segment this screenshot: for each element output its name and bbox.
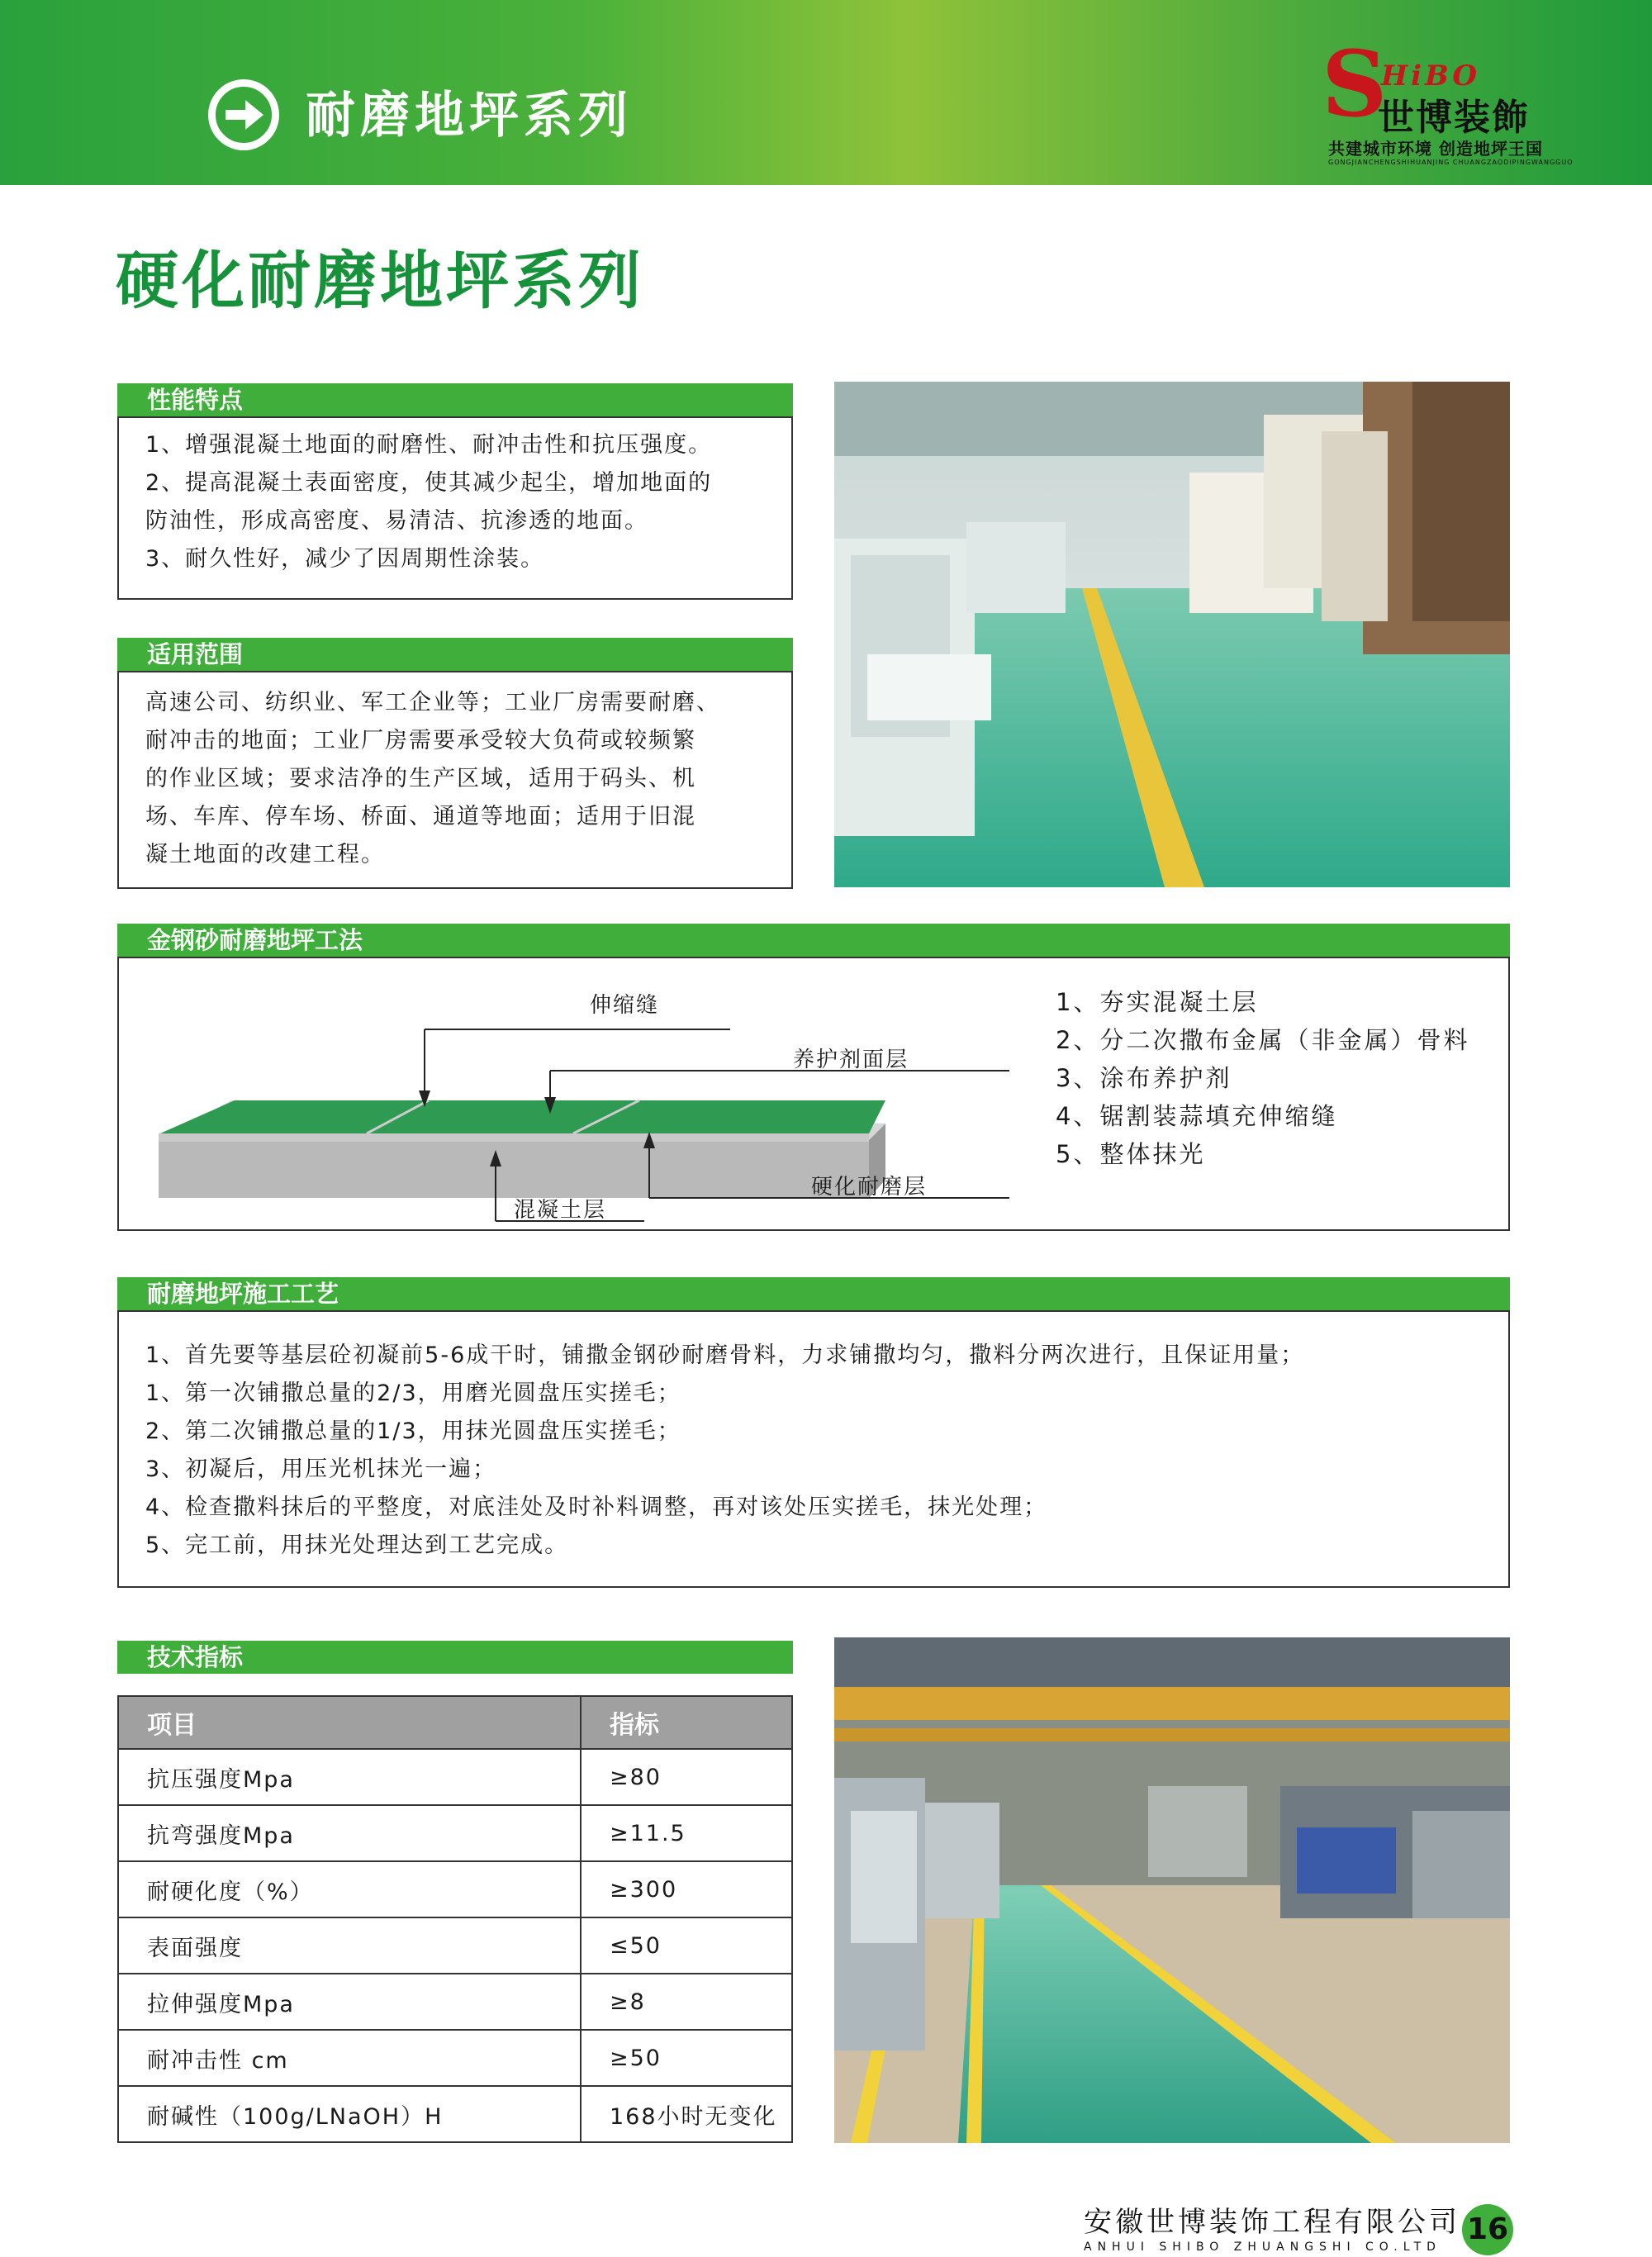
label-curing-layer: 养护剂面层 <box>793 1048 909 1072</box>
process-line: 3、初凝后，用压光机抹光一遍； <box>145 1456 497 1482</box>
method-step: 5、整体抹光 <box>1056 1140 1206 1168</box>
process-line: 2、第二次铺撒总量的1/3，用抹光圆盘压实搓毛； <box>145 1418 681 1444</box>
factory-floor-photo <box>834 1637 1510 2143</box>
row-item: 耐碱性（100g/LNaOH）H <box>118 2086 581 2142</box>
arrow-right-icon <box>208 79 279 150</box>
method-heading: 金钢砂耐磨地坪工法 <box>117 924 1510 957</box>
warehouse-floor-photo <box>834 382 1510 887</box>
row-item: 耐冲击性 cm <box>118 2030 581 2086</box>
scope-line: 高速公司、纺织业、军工企业等；工业厂房需要耐磨、 <box>145 690 720 715</box>
performance-line: 3、耐久性好，减少了因周期性涂装。 <box>145 546 545 572</box>
performance-heading: 性能特点 <box>117 383 793 416</box>
scope-line: 的作业区域；要求洁净的生产区域，适用于码头、机 <box>145 766 696 791</box>
row-item: 耐硬化度（%） <box>118 1861 581 1917</box>
table-header-row <box>118 1696 792 1749</box>
logo-slogan: 共建城市环境 创造地坪王国 <box>1328 139 1543 159</box>
footer-company-en: ANHUI SHIBO ZHUANGSHI CO.LTD <box>1084 2240 1441 2254</box>
scope-box <box>117 671 793 889</box>
row-value: 168小时无变化 <box>581 2086 792 2142</box>
process-line: 1、首先要等基层砼初凝前5-6成干时，铺撒金钢砂耐磨骨料，力求铺撒均匀，撒料分两次进行，且保证用量； <box>145 1342 1305 1368</box>
tech-heading: 技术指标 <box>117 1641 793 1674</box>
col-item-header: 项目 <box>118 1696 581 1749</box>
page-title: 硬化耐磨地坪系列 <box>116 244 644 317</box>
table-row <box>118 1749 792 1805</box>
scope-line: 耐冲击的地面；工业厂房需要承受较大负荷或较频繁 <box>145 728 696 753</box>
row-value: ≥50 <box>581 2030 792 2086</box>
table-row <box>118 1861 792 1917</box>
row-item: 抗弯强度Mpa <box>118 1805 581 1861</box>
method-step: 2、分二次撒布金属（非金属）骨料 <box>1056 1026 1470 1054</box>
row-value: ≥8 <box>581 1974 792 2030</box>
scope-line: 场、车库、停车场、桥面、通道等地面；适用于旧混 <box>145 804 696 829</box>
scope-heading: 适用范围 <box>117 638 793 671</box>
table-row <box>118 1974 792 2030</box>
method-step: 3、涂布养护剂 <box>1056 1064 1232 1092</box>
row-item: 抗压强度Mpa <box>118 1749 581 1805</box>
logo-letter: S <box>1322 31 1388 137</box>
process-line: 1、第一次铺撒总量的2/3，用磨光圆盘压实搓毛； <box>145 1380 681 1406</box>
method-step: 1、夯实混凝土层 <box>1056 988 1259 1016</box>
process-line: 4、检查撒料抹后的平整度，对底洼处及时补料调整，再对该处压实搓毛，抹光处理； <box>145 1494 1048 1520</box>
performance-line: 2、提高混凝土表面密度，使其减少起尘，增加地面的 <box>145 470 713 496</box>
performance-line: 防油性，形成高密度、易清洁、抗渗透的地面。 <box>145 508 648 534</box>
row-value: ≥11.5 <box>581 1805 792 1861</box>
row-item: 拉伸强度Mpa <box>118 1974 581 2030</box>
label-hardened-layer: 硬化耐磨层 <box>811 1175 928 1200</box>
process-line: 5、完工前，用抹光处理达到工艺完成。 <box>145 1532 569 1558</box>
series-title: 耐磨地坪系列 <box>306 87 633 145</box>
table-row <box>118 1805 792 1861</box>
row-item: 表面强度 <box>118 1917 581 1974</box>
performance-line: 1、增强混凝土地面的耐磨性、耐冲击性和抗压强度。 <box>145 432 713 458</box>
page-number: 16 <box>1462 2204 1513 2255</box>
logo-brand-en: HiBO <box>1381 59 1481 93</box>
method-steps <box>1056 983 1469 1173</box>
table-row <box>118 2030 792 2086</box>
table-row <box>118 1917 792 1974</box>
process-heading: 耐磨地坪施工工艺 <box>117 1277 1510 1310</box>
col-value-header: 指标 <box>581 1696 792 1749</box>
label-expansion-joint: 伸缩缝 <box>590 993 660 1018</box>
performance-box <box>117 416 793 600</box>
method-box <box>117 957 1510 1231</box>
table-row <box>118 2086 792 2142</box>
method-step: 4、锯割装蒜填充伸缩缝 <box>1056 1102 1338 1130</box>
row-value: ≤50 <box>581 1917 792 1974</box>
tech-table <box>117 1695 793 2143</box>
logo-pinyin: GONGJIANCHENGSHIHUANJING CHUANGZAODIPINGWANGGUO <box>1328 159 1574 166</box>
scope-line: 凝土地面的改建工程。 <box>145 842 385 867</box>
row-value: ≥80 <box>581 1749 792 1805</box>
process-box <box>117 1310 1510 1588</box>
label-concrete-layer: 混凝土层 <box>514 1198 607 1223</box>
logo-brand-cn: 世博装飾 <box>1378 97 1530 139</box>
row-value: ≥300 <box>581 1861 792 1917</box>
footer-company: 安徽世博装饰工程有限公司 <box>1084 2206 1460 2239</box>
